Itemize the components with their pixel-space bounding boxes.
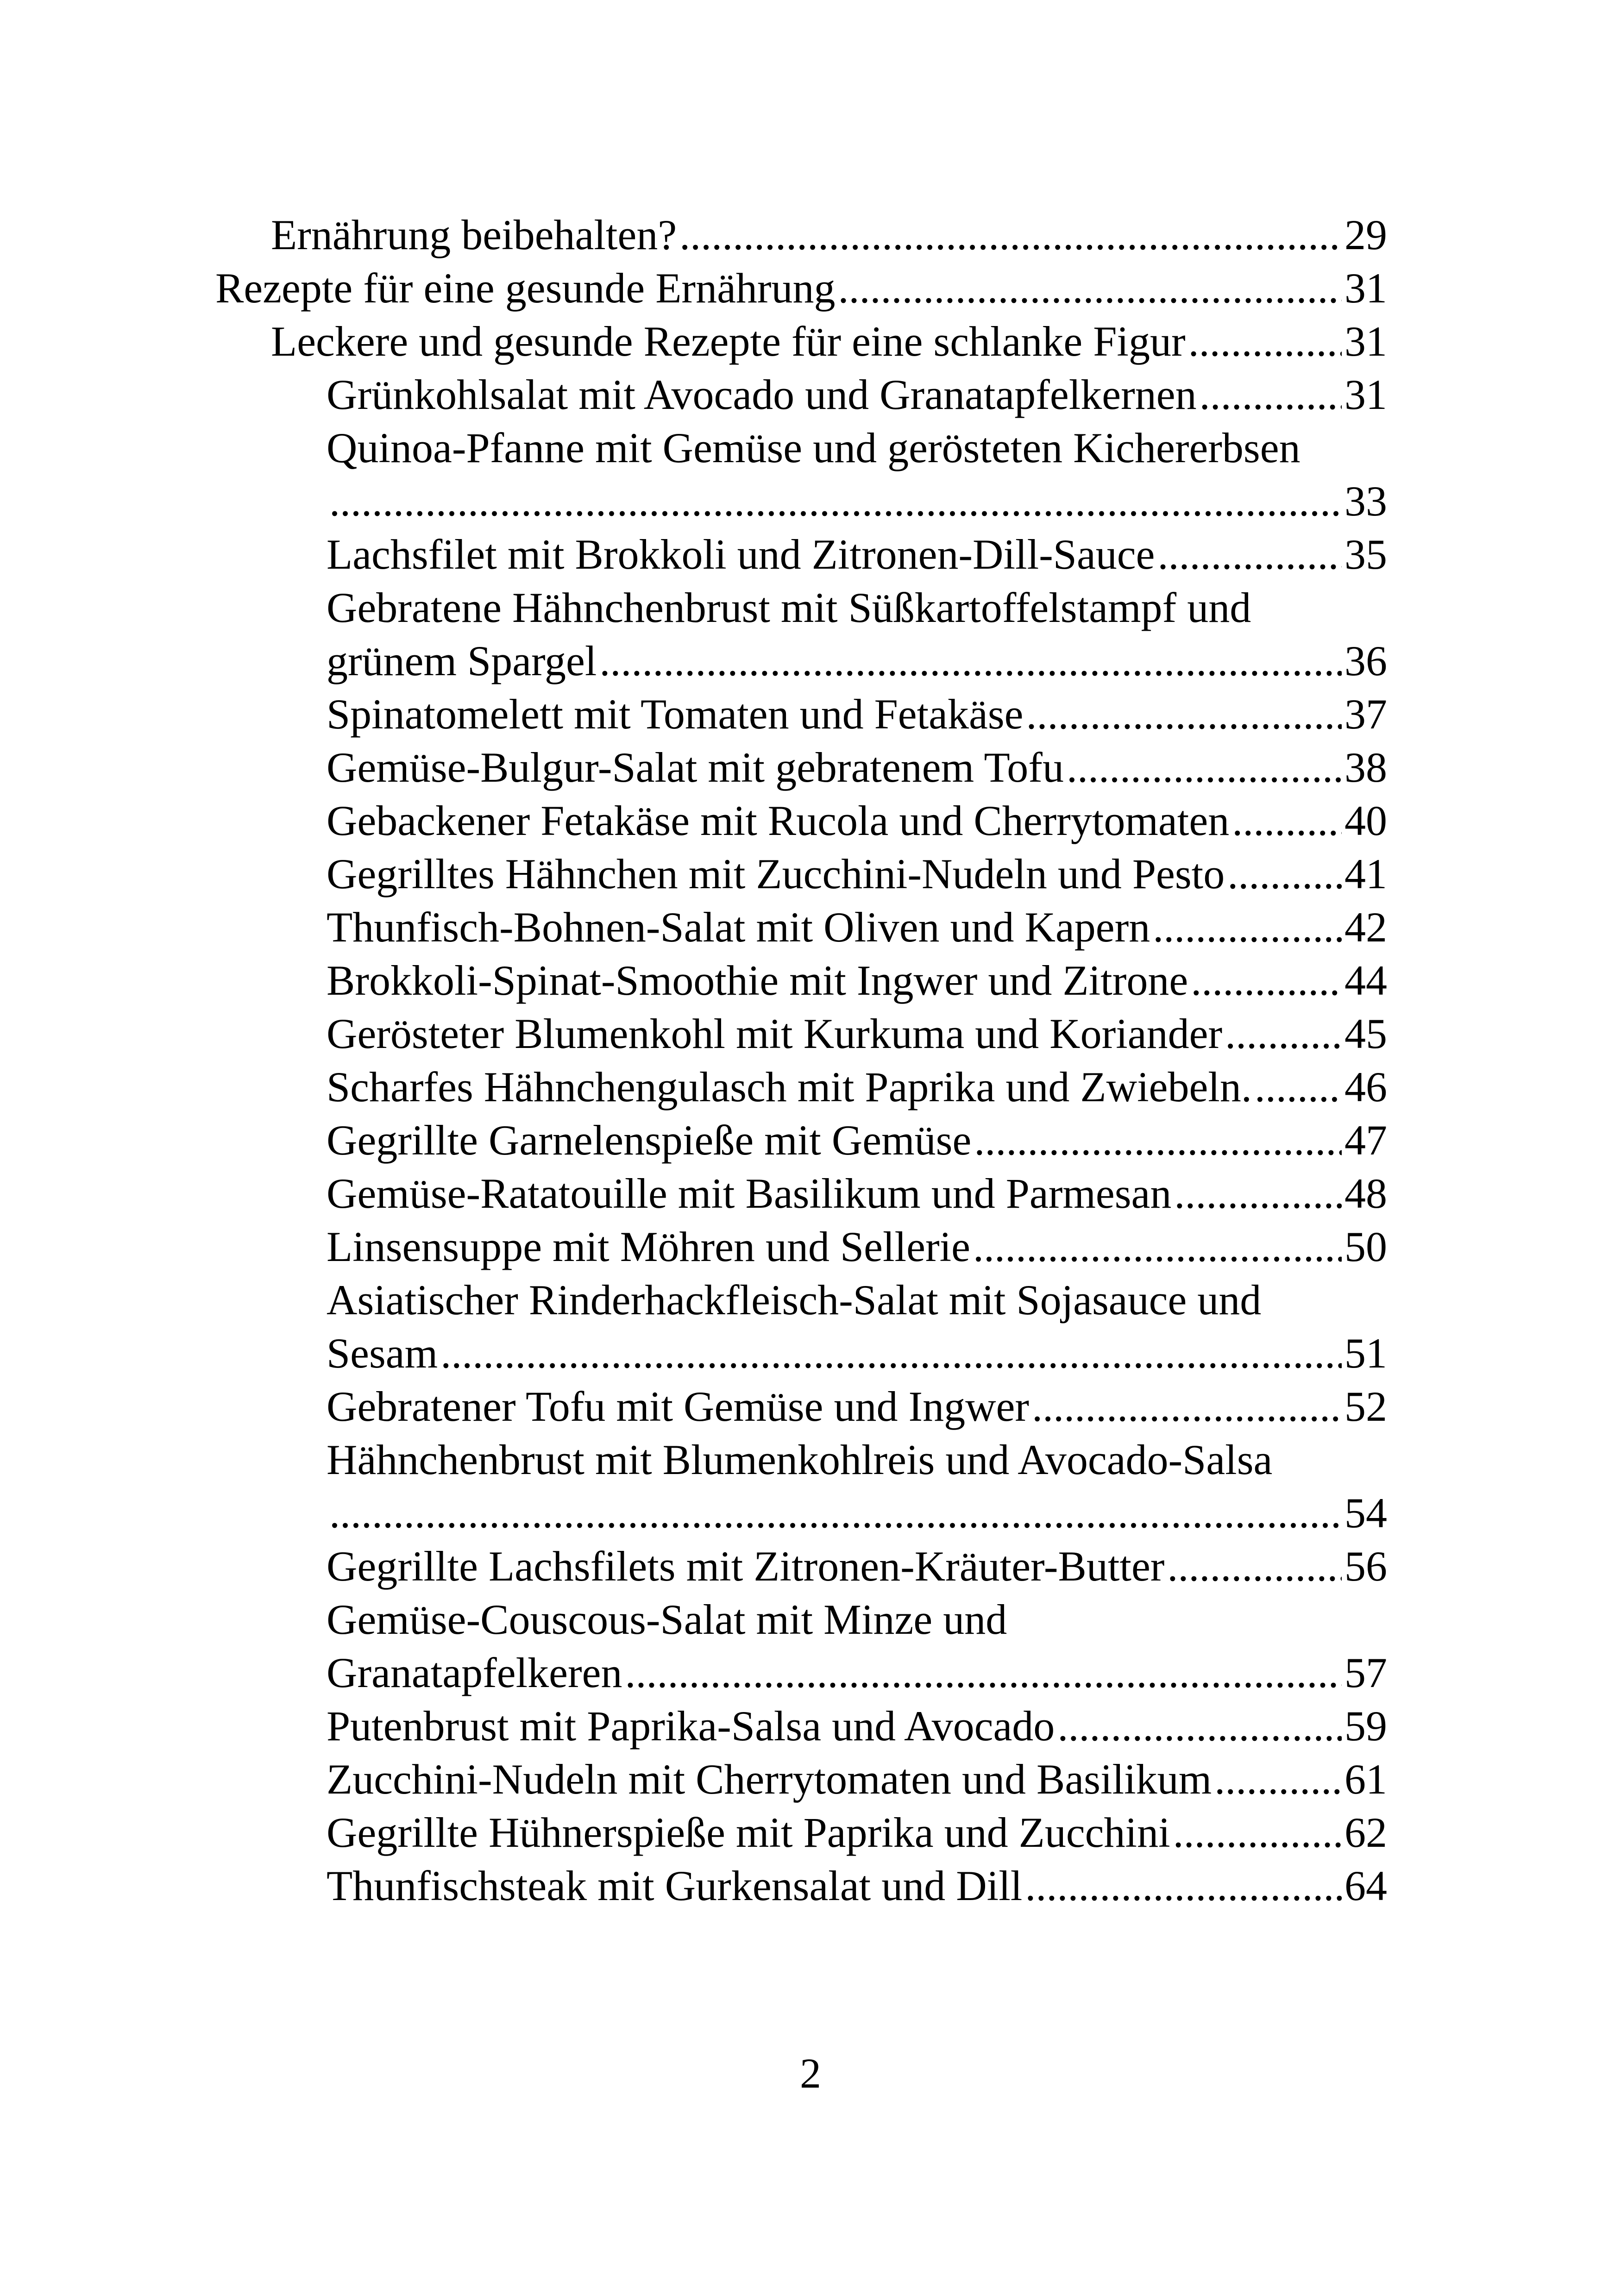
toc-entry[interactable] (215, 421, 1387, 528)
toc-entry-title-line: Quinoa-Pfanne mit Gemüse und gerösteten Kichererbsen (327, 424, 1301, 471)
toc-entry-page-number: 56 (1345, 1543, 1387, 1590)
toc-entry-title: Grünkohlsalat mit Avocado und Granatapfelkernen (327, 371, 1197, 418)
toc-entry[interactable] (215, 1433, 1387, 1540)
page-number: 2 (800, 2050, 821, 2097)
toc-entry[interactable] (215, 794, 1387, 847)
toc-entry-title: Thunfischsteak mit Gurkensalat und Dill (327, 1862, 1023, 1909)
toc-entry-row (327, 954, 1387, 1007)
toc-entry-title: Linsensuppe mit Möhren und Sellerie (327, 1223, 970, 1270)
toc-entry-page-number: 46 (1345, 1063, 1387, 1110)
toc-entry[interactable] (215, 901, 1387, 954)
toc-entry-page-number: 44 (1345, 957, 1387, 1004)
toc-entry-title: Zucchini-Nudeln mit Cherrytomaten und Basilikum (327, 1756, 1212, 1803)
toc-entry-title: Leckere und gesunde Rezepte für eine schlanke Figur (271, 318, 1186, 365)
toc-entry-title: Gebackener Fetakäse mit Rucola und Cherrytomaten (327, 797, 1230, 844)
toc-entry-row (327, 1114, 1387, 1167)
toc-entry[interactable] (215, 1273, 1387, 1380)
toc-entry-page-number: 31 (1345, 371, 1387, 418)
toc-entry-row (327, 794, 1387, 847)
toc-entry-title: Scharfes Hähnchengulasch mit Paprika und Zwiebeln. (327, 1063, 1252, 1110)
toc-entry[interactable] (215, 1806, 1387, 1859)
toc-entry-title: Ernährung beibehalten? (271, 211, 677, 258)
dot-leader (974, 1114, 1342, 1167)
toc-entry-title: Spinatomelett mit Tomaten und Fetakäse (327, 690, 1024, 738)
toc-entry-title-line: Gemüse-Couscous-Salat mit Minze und (327, 1596, 1007, 1643)
toc-entry[interactable] (215, 1593, 1387, 1700)
toc-entry-row (327, 1859, 1387, 1913)
dot-leader (1232, 794, 1342, 847)
toc-entry[interactable] (215, 1380, 1387, 1433)
toc-entry-row (271, 208, 1387, 262)
toc-entry-page-number: 40 (1345, 797, 1387, 844)
dot-leader (1173, 1806, 1342, 1859)
toc-entry-row (327, 475, 1387, 528)
toc-entry-page-number: 52 (1345, 1383, 1387, 1430)
toc-entry-row (327, 1646, 1387, 1700)
toc-entry-row (327, 1540, 1387, 1593)
toc-entry[interactable] (215, 1220, 1387, 1273)
toc-entry-row (271, 315, 1387, 368)
dot-leader (1188, 315, 1342, 368)
toc-entry-row (327, 1806, 1387, 1859)
toc-entry-page-number: 35 (1345, 531, 1387, 578)
toc-entry-row (327, 634, 1387, 688)
toc-entry[interactable] (215, 315, 1387, 368)
toc-entry-page-number: 62 (1345, 1809, 1387, 1856)
toc-entry-row (327, 1327, 1387, 1380)
toc-entry-row (327, 1060, 1387, 1114)
toc-entry-page-number: 54 (1345, 1489, 1387, 1537)
toc-entry-title-line: Hähnchenbrust mit Blumenkohlreis und Avocado-Salsa (327, 1436, 1273, 1483)
toc-entry[interactable] (215, 1700, 1387, 1753)
toc-entry[interactable] (215, 847, 1387, 901)
dot-leader (1225, 1007, 1342, 1060)
toc-entry-row (215, 262, 1387, 315)
toc-entry-row (327, 901, 1387, 954)
dot-leader (1200, 368, 1342, 421)
toc-entry-page-number: 31 (1345, 318, 1387, 365)
dot-leader (1167, 1540, 1342, 1593)
toc-entry-page-number: 59 (1345, 1702, 1387, 1750)
toc-entry-row (327, 528, 1387, 581)
toc-entry[interactable] (215, 688, 1387, 741)
toc-entry-page-number: 42 (1345, 903, 1387, 951)
toc-entry-row (327, 688, 1387, 741)
toc-entry-page-number: 38 (1345, 744, 1387, 791)
toc-entry-row (327, 1220, 1387, 1273)
dot-leader (1025, 1859, 1342, 1913)
dot-leader (1157, 528, 1342, 581)
toc-entry[interactable] (215, 1753, 1387, 1806)
toc-entry[interactable] (215, 1167, 1387, 1220)
toc-entry[interactable] (215, 1114, 1387, 1167)
toc-entry-row (327, 1380, 1387, 1433)
toc-entry-page-number: 51 (1345, 1330, 1387, 1377)
toc-entry-page-number: 48 (1345, 1170, 1387, 1217)
dot-leader (1032, 1380, 1342, 1433)
toc-entry-title: Gegrillte Hühnerspieße mit Paprika und Zucchini (327, 1809, 1170, 1856)
toc-entry-title: Lachsfilet mit Brokkoli und Zitronen-Dill-Sauce (327, 531, 1155, 578)
toc-entry-row (327, 847, 1387, 901)
toc-entry-row (327, 1487, 1387, 1540)
dot-leader (1214, 1753, 1342, 1806)
toc-entry-page-number: 57 (1345, 1649, 1387, 1696)
dot-leader (1174, 1167, 1342, 1220)
dot-leader (679, 208, 1342, 262)
dot-leader (440, 1327, 1342, 1380)
toc-entry-page-number: 41 (1345, 850, 1387, 897)
toc-entry[interactable] (215, 1007, 1387, 1060)
dot-leader (1153, 901, 1342, 954)
toc-entry-title: grünem Spargel (327, 637, 597, 684)
toc-entry[interactable] (215, 581, 1387, 688)
dot-leader (625, 1646, 1342, 1700)
toc-entry-page-number: 64 (1345, 1862, 1387, 1909)
toc-entry-page-number: 36 (1345, 637, 1387, 684)
toc-entry[interactable] (215, 1060, 1387, 1114)
toc-entry-title: Rezepte für eine gesunde Ernährung (215, 264, 836, 312)
toc-entry-title: Thunfisch-Bohnen-Salat mit Oliven und Kapern (327, 903, 1150, 951)
toc-entry-title: Gerösteter Blumenkohl mit Kurkuma und Koriander (327, 1010, 1223, 1057)
toc-entry[interactable] (215, 1540, 1387, 1593)
toc-entry-title-line: Gebratene Hähnchenbrust mit Süßkartoffelstampf und (327, 584, 1251, 631)
toc-entry-page-number: 61 (1345, 1756, 1387, 1803)
table-of-contents (215, 208, 1387, 1913)
toc-entry[interactable] (215, 1859, 1387, 1913)
toc-entry-page-number: 47 (1345, 1117, 1387, 1164)
toc-entry-page-number: 31 (1345, 264, 1387, 312)
toc-entry-row (327, 368, 1387, 421)
toc-entry-page-number: 33 (1345, 477, 1387, 525)
toc-entry[interactable] (215, 528, 1387, 581)
toc-entry-row (327, 1753, 1387, 1806)
toc-entry-row (327, 1167, 1387, 1220)
dot-leader (973, 1220, 1342, 1273)
toc-entry[interactable] (215, 262, 1387, 315)
dot-leader (329, 475, 1342, 528)
toc-entry-title: Granatapfelkeren (327, 1649, 622, 1696)
toc-entry[interactable] (215, 741, 1387, 794)
toc-entry-row (327, 1007, 1387, 1060)
toc-entry-row (327, 1700, 1387, 1753)
toc-entry-title-line: Asiatischer Rinderhackfleisch-Salat mit Sojasauce und (327, 1276, 1262, 1324)
toc-entry-title: Sesam (327, 1330, 438, 1377)
toc-entry-page-number: 29 (1345, 211, 1387, 258)
toc-entry[interactable] (215, 954, 1387, 1007)
toc-entry-page-number: 37 (1345, 690, 1387, 738)
dot-leader (1067, 741, 1342, 794)
toc-entry-page-number: 50 (1345, 1223, 1387, 1270)
toc-entry-page-number: 45 (1345, 1010, 1387, 1057)
toc-entry-title: Gemüse-Bulgur-Salat mit gebratenem Tofu (327, 744, 1064, 791)
toc-entry[interactable] (215, 368, 1387, 421)
toc-entry-title: Gemüse-Ratatouille mit Basilikum und Parmesan (327, 1170, 1172, 1217)
toc-entry-title: Gegrillte Garnelenspieße mit Gemüse (327, 1117, 972, 1164)
dot-leader (838, 262, 1342, 315)
dot-leader (599, 634, 1342, 688)
toc-entry-title: Gegrillte Lachsfilets mit Zitronen-Kräuter-Butter (327, 1543, 1165, 1590)
toc-entry-row (327, 741, 1387, 794)
dot-leader (1191, 954, 1342, 1007)
toc-entry-title: Gebratener Tofu mit Gemüse und Ingwer (327, 1383, 1030, 1430)
toc-entry-title: Gegrilltes Hähnchen mit Zucchini-Nudeln und Pesto (327, 850, 1225, 897)
dot-leader (1026, 688, 1342, 741)
dot-leader (1255, 1060, 1342, 1114)
dot-leader (329, 1487, 1342, 1540)
toc-entry-title: Brokkoli-Spinat-Smoothie mit Ingwer und Zitrone (327, 957, 1188, 1004)
dot-leader (1227, 847, 1342, 901)
dot-leader (1057, 1700, 1342, 1753)
toc-entry[interactable] (215, 208, 1387, 262)
toc-entry-title: Putenbrust mit Paprika-Salsa und Avocado (327, 1702, 1055, 1750)
